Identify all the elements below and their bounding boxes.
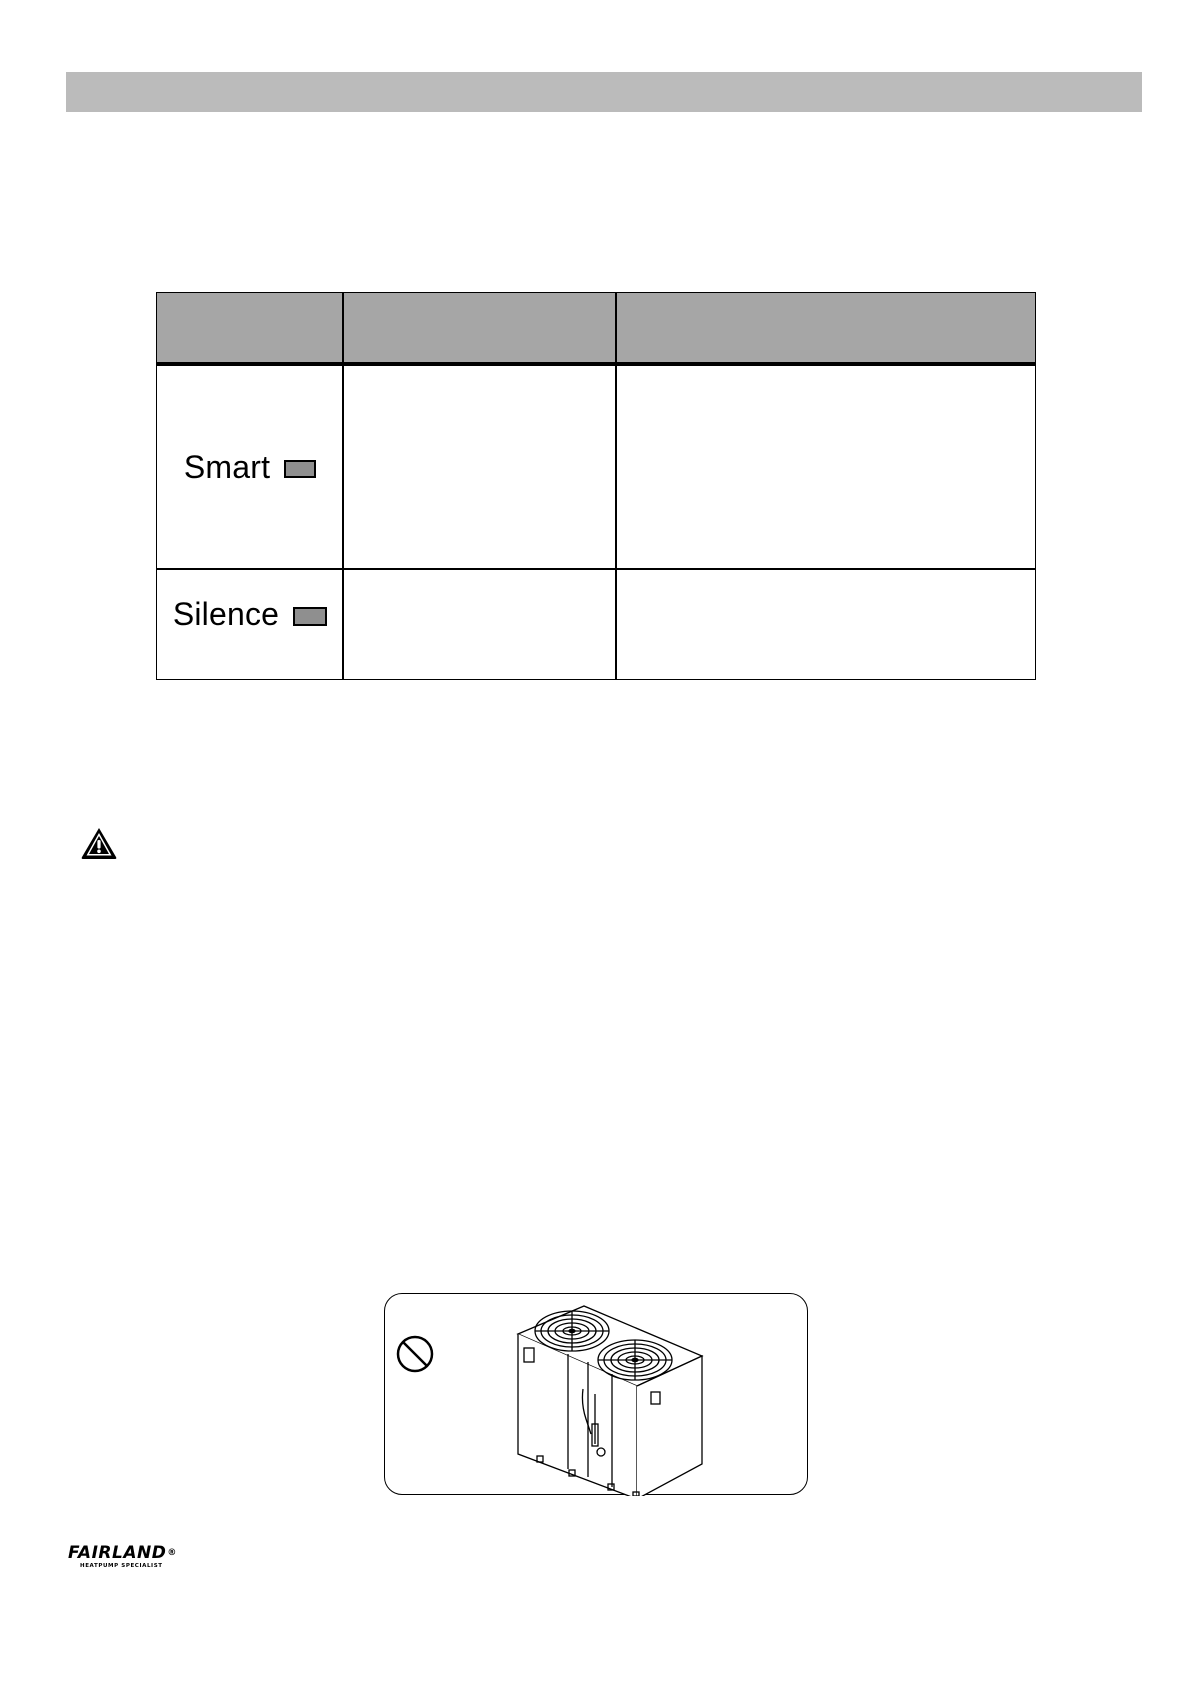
heat-pump-unit-drawing — [518, 1306, 702, 1496]
mode-label-silence: Silence — [172, 595, 280, 632]
mode-table — [156, 292, 1036, 680]
brand-logo — [68, 1545, 180, 1571]
smart-indicator-icon — [284, 460, 316, 478]
table-row-smart — [157, 366, 343, 568]
warning-triangle-icon — [80, 826, 118, 860]
brand-tagline: HEATPUMP SPECIALIST — [80, 1563, 163, 1569]
silence-indicator-icon — [293, 607, 327, 626]
section-header-bar — [66, 72, 1142, 112]
column-divider — [615, 293, 617, 679]
table-row-silence — [157, 570, 343, 670]
heat-pump-illustration — [384, 1293, 808, 1495]
mode-label-smart: Smart — [183, 448, 271, 485]
prohibited-icon — [398, 1337, 432, 1371]
brand-wordmark: FAIRLAND® — [68, 1543, 177, 1563]
table-header-row — [157, 293, 1035, 366]
